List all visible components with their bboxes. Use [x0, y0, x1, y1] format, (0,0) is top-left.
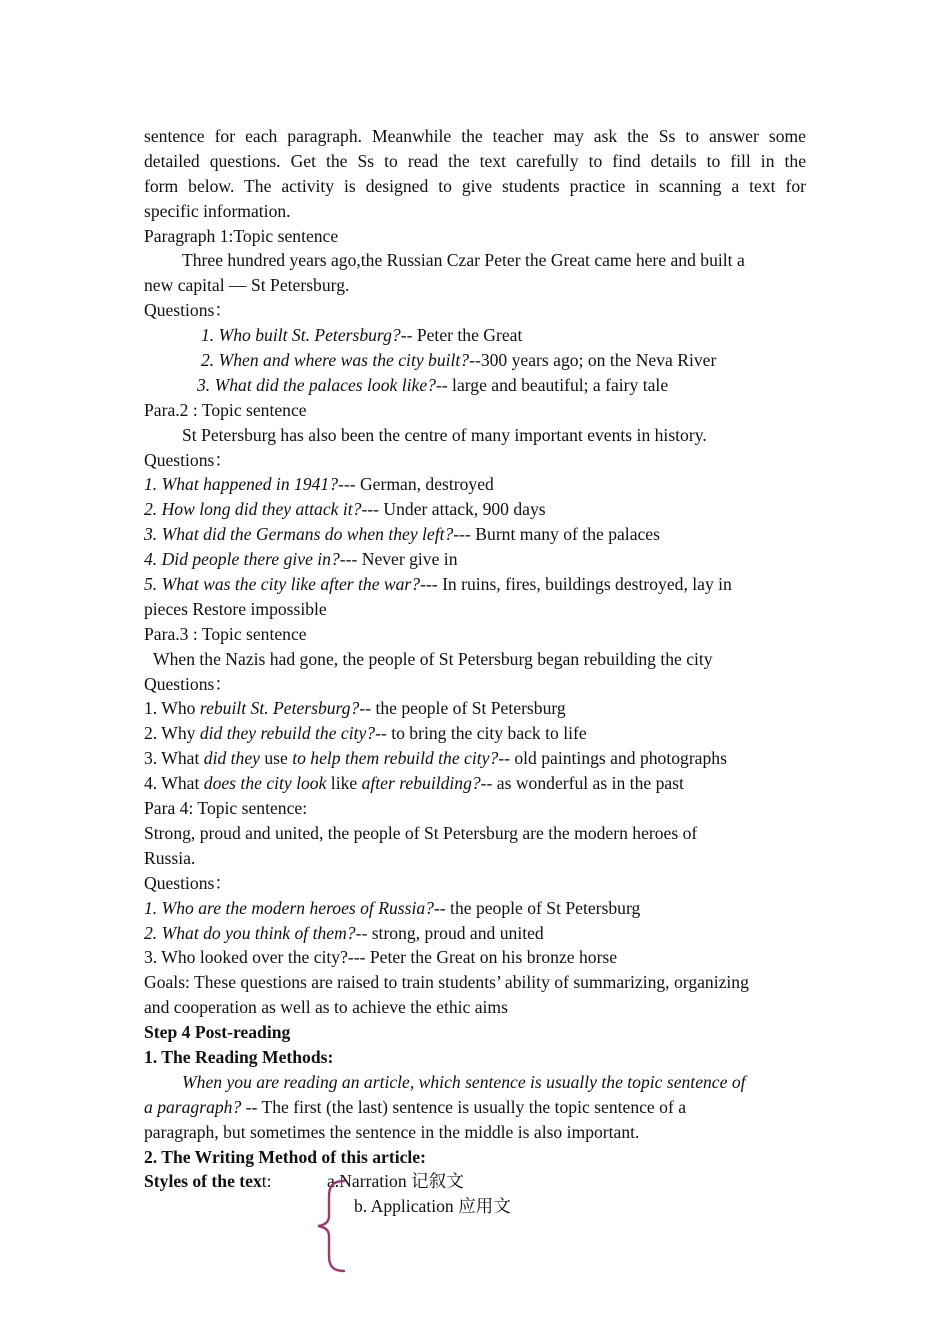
style-option-a: a.Narration 记叙文	[327, 1171, 464, 1192]
answer-continuation: pieces Restore impossible	[144, 598, 327, 619]
question-text: 2. What do you think of them?	[144, 922, 356, 943]
question-item	[144, 721, 806, 746]
question-item	[144, 373, 806, 398]
question-item	[144, 547, 806, 572]
writing-method-heading	[144, 1145, 806, 1170]
answer-text: --300 years ago; on the Neva River	[469, 350, 717, 371]
intro-line: specific information.	[144, 200, 291, 221]
question-lead: 1. Who	[144, 698, 200, 719]
question-lead: 2. Why	[144, 723, 200, 744]
question-item	[144, 896, 806, 921]
question-text: did they	[203, 748, 260, 769]
intro-line: sentence for each paragraph. Meanwhile the teacher may ask the Ss to answer some	[144, 126, 806, 146]
answer-text: -- large and beautiful; a fairy tale	[435, 374, 669, 395]
document-page	[144, 124, 806, 1219]
question-lead: 4. What	[144, 773, 204, 794]
step4-heading-text: Step 4 Post-reading	[144, 1022, 291, 1043]
para3-heading: Para.3 : Topic sentence	[144, 623, 307, 644]
para4-heading: Para 4: Topic sentence:	[144, 798, 308, 819]
questions-label: Questions：	[144, 872, 232, 893]
question-item: 3. Who looked over the city?--- Peter the Great on his bronze horse	[144, 947, 618, 968]
question-item	[144, 497, 806, 522]
answer-text: -- the people of St Petersburg	[433, 897, 641, 918]
answer-text: -- Peter the Great	[400, 325, 523, 346]
question-item	[144, 696, 806, 721]
goals-text: and cooperation as well as to achieve the ethic aims	[144, 997, 508, 1018]
answer-text: -- old paintings and photographs	[498, 748, 727, 769]
step4-heading	[144, 1020, 806, 1045]
intro-line: detailed questions. Get the Ss to read the text carefully to find details to fill in the	[144, 150, 806, 171]
styles-label-rest: t:	[261, 1171, 272, 1192]
para1-topic: Three hundred years ago,the Russian Czar Peter the Great came here and built a	[182, 250, 745, 271]
para3-topic: When the Nazis had gone, the people of St Petersburg began rebuilding the city	[153, 648, 713, 669]
style-option-b: b. Application 应用文	[354, 1196, 511, 1217]
reading-methods-heading-text: 1. The Reading Methods:	[144, 1046, 334, 1067]
question-text: 2. When and where was the city built?	[201, 350, 470, 371]
styles-label: Styles of the tex	[144, 1171, 262, 1192]
question-item	[144, 921, 806, 946]
question-text: to help them rebuild the city?	[292, 748, 499, 769]
question-item	[144, 323, 806, 348]
questions-label: Questions：	[144, 449, 232, 470]
answer-text: -- the people of St Petersburg	[359, 698, 566, 719]
questions-label: Questions：	[144, 300, 232, 321]
question-item	[144, 472, 806, 497]
questions-label: Questions：	[144, 673, 232, 694]
reading-methods-question	[144, 1070, 806, 1095]
styles-row	[144, 1169, 806, 1194]
answer-text: --- Under attack, 900 days	[361, 499, 546, 520]
question-text: 3. What did the Germans do when they left?	[144, 524, 454, 545]
answer-text: -- to bring the city back to life	[375, 723, 587, 744]
styles-row	[144, 1194, 806, 1219]
question-lead: 3. What	[144, 748, 204, 769]
curly-brace-icon	[313, 1176, 353, 1276]
question-item	[144, 522, 806, 547]
question-item	[144, 771, 806, 796]
intro-line: form below. The activity is designed to give students practice in scanning a text for	[144, 175, 806, 196]
question-text: 2. How long did they attack it?	[144, 499, 362, 520]
reading-methods-heading	[144, 1045, 806, 1070]
question-mid: like	[326, 773, 362, 794]
reading-methods-question	[144, 1095, 806, 1120]
reading-methods-answer: -- The first (the last) sentence is usually the topic sentence of a	[241, 1096, 687, 1117]
question-text: 1. What happened in 1941?	[144, 474, 338, 495]
answer-text: --- Never give in	[339, 549, 458, 570]
para2-heading: Para.2 : Topic sentence	[144, 399, 307, 420]
reading-methods-question-text: a paragraph?	[144, 1096, 242, 1117]
para4-topic: Russia.	[144, 847, 196, 868]
question-text: 1. Who built St. Petersburg?	[201, 325, 401, 346]
para2-topic: St Petersburg has also been the centre of many important events in history.	[182, 424, 707, 445]
question-item	[144, 572, 806, 597]
question-text: after rebuilding?	[361, 773, 481, 794]
question-text: 5. What was the city like after the war?	[144, 574, 421, 595]
answer-text: -- as wonderful as in the past	[480, 773, 684, 794]
question-text: rebuilt St. Petersburg?	[199, 698, 360, 719]
question-text: 3. What did the palaces look like?	[197, 374, 436, 395]
answer-text: --- German, destroyed	[338, 474, 494, 495]
para4-topic: Strong, proud and united, the people of St Petersburg are the modern heroes of	[144, 822, 698, 843]
question-text: 4. Did people there give in?	[144, 549, 340, 570]
question-text: 1. Who are the modern heroes of Russia?	[144, 897, 434, 918]
question-item	[144, 348, 806, 373]
question-text: does the city look	[203, 773, 327, 794]
answer-text: -- strong, proud and united	[355, 922, 544, 943]
question-mid: use	[259, 748, 293, 769]
answer-text: --- In ruins, fires, buildings destroyed, lay in	[420, 574, 732, 595]
question-text: did they rebuild the city?	[199, 723, 376, 744]
writing-method-heading-text: 2. The Writing Method of this article:	[144, 1146, 426, 1167]
para1-topic: new capital — St Petersburg.	[144, 275, 350, 296]
answer-text: --- Burnt many of the palaces	[453, 524, 660, 545]
reading-methods-answer: paragraph, but sometimes the sentence in the middle is also important.	[144, 1121, 640, 1142]
goals-text: Goals: These questions are raised to train students’ ability of summarizing, organizing	[144, 972, 749, 993]
reading-methods-question-text: When you are reading an article, which sentence is usually the topic sentence of	[182, 1071, 746, 1092]
question-item	[144, 746, 806, 771]
para1-heading: Paragraph 1:Topic sentence	[144, 225, 339, 246]
